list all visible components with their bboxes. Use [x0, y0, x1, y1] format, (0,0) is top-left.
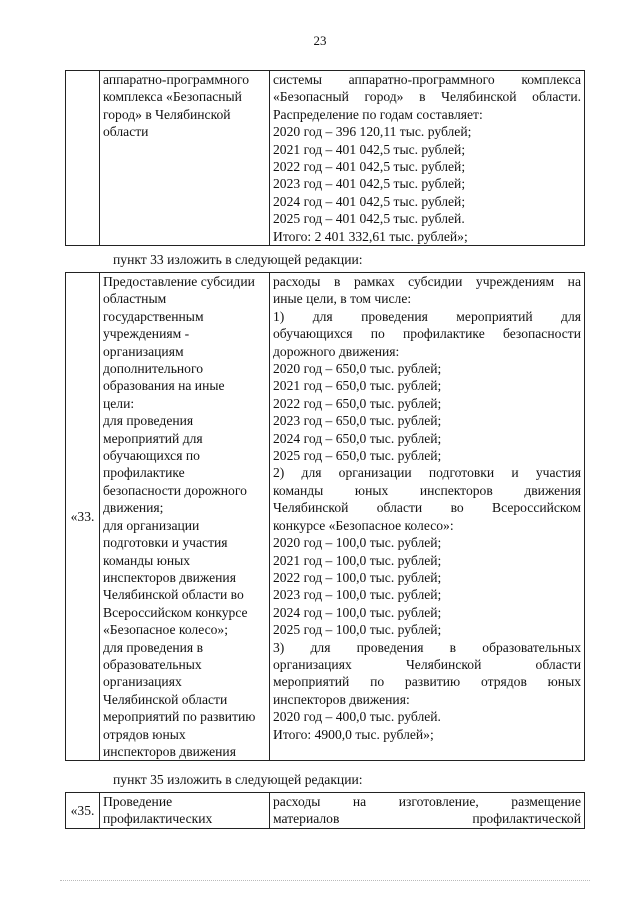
description-line: конкурсе «Безопасное колесо»:	[273, 517, 454, 533]
description-line: 2025 год – 650,0 тыс. рублей;	[273, 448, 442, 464]
description-line: мероприятий по развитию отрядов юных	[273, 674, 581, 690]
description-line: 2022 год – 100,0 тыс. рублей;	[273, 569, 442, 585]
description-line: Распределение по годам составляет:	[273, 106, 483, 122]
event-name-line: государственным	[103, 308, 204, 324]
event-name-line: команды юных	[103, 552, 191, 568]
description-line: системы аппаратно-программного комплекса	[273, 72, 581, 87]
event-name-cell	[100, 71, 270, 246]
table-item-35	[65, 792, 585, 829]
event-name-line: профилактических	[103, 811, 213, 827]
description-line: 2024 год – 401 042,5 тыс. рублей;	[273, 193, 466, 209]
description-line: расходы в рамках субсидии учреждениям на	[273, 274, 581, 289]
event-name-line: аппаратно-программного	[103, 72, 250, 87]
event-name-line: мероприятий по развитию	[103, 709, 256, 725]
event-name-line: для организации	[103, 517, 200, 533]
description-line: 2024 год – 100,0 тыс. рублей;	[273, 604, 442, 620]
event-name-line: «Безопасное колесо»;	[103, 622, 228, 638]
row-number-cell	[66, 71, 100, 246]
event-name-cell	[100, 793, 270, 829]
description-line: 2022 год – 650,0 тыс. рублей;	[273, 395, 442, 411]
event-name-line: для проведения	[103, 413, 194, 429]
description-line: Итого: 4900,0 тыс. рублей»;	[273, 726, 434, 742]
event-name-line: город» в Челябинской	[103, 106, 231, 122]
event-name-line: организациям	[103, 343, 184, 359]
description-line: 2023 год – 401 042,5 тыс. рублей;	[273, 176, 466, 192]
description-line: материалов профилактической	[273, 811, 581, 827]
event-name-line: инспекторов движения	[103, 569, 236, 585]
table-row	[66, 273, 585, 761]
description-line: 2021 год – 100,0 тыс. рублей;	[273, 552, 442, 568]
description-line: 3) для проведения в образовательных	[273, 639, 581, 655]
description-line: команды юных инспекторов движения	[273, 482, 581, 498]
table-continuation	[65, 70, 585, 246]
page-number: 23	[313, 33, 327, 48]
event-name-line: комплекса «Безопасный	[103, 89, 242, 105]
event-name-line: цели:	[103, 395, 135, 411]
event-name-line: инспекторов движения	[103, 743, 236, 759]
edit-instruction: пункт 33 изложить в следующей редакции:	[113, 252, 363, 267]
description-line: 2020 год – 650,0 тыс. рублей;	[273, 361, 442, 377]
event-name-line: образовательных	[103, 656, 202, 672]
scan-edge-divider	[60, 880, 590, 881]
description-line: 2023 год – 650,0 тыс. рублей;	[273, 413, 442, 429]
description-line: «Безопасный город» в Челябинской области.	[273, 89, 581, 105]
description-line: 1) для проведения мероприятий для	[273, 308, 581, 324]
description-line: организациях Челябинской области	[273, 656, 581, 672]
event-name-line: мероприятий для	[103, 430, 203, 446]
event-name-line: безопасности дорожного	[103, 482, 247, 498]
description-line: иные цели, в том числе:	[273, 291, 412, 307]
description-line: 2021 год – 401 042,5 тыс. рублей;	[273, 141, 466, 157]
event-description-cell	[270, 71, 585, 246]
description-line: 2020 год – 100,0 тыс. рублей;	[273, 535, 442, 551]
description-line: обучающихся по профилактике безопасности	[273, 326, 581, 342]
event-description-cell	[270, 273, 585, 761]
event-name-line: областным	[103, 291, 167, 307]
event-name-line: образования на иные	[103, 378, 225, 394]
event-name-line: учреждениям -	[103, 326, 190, 342]
description-line: 2025 год – 100,0 тыс. рублей;	[273, 622, 442, 638]
event-description-cell	[270, 793, 585, 829]
description-line: 2025 год – 401 042,5 тыс. рублей.	[273, 211, 465, 227]
event-name-line: для проведения в	[103, 639, 203, 655]
event-name-line: организациях	[103, 674, 182, 690]
event-name-line: Челябинской области во	[103, 587, 244, 603]
description-line: 2021 год – 650,0 тыс. рублей;	[273, 378, 442, 394]
description-line: 2020 год – 396 120,11 тыс. рублей;	[273, 124, 472, 140]
description-line: 2022 год – 401 042,5 тыс. рублей;	[273, 159, 466, 175]
table-item-33	[65, 272, 585, 761]
event-name-line: подготовки и участия	[103, 535, 228, 551]
row-number-cell: «35.	[66, 793, 100, 829]
row-number-cell: «33.	[66, 273, 100, 761]
description-line: 2024 год – 650,0 тыс. рублей;	[273, 430, 442, 446]
event-name-line: области	[103, 124, 149, 140]
description-line: дорожного движения:	[273, 343, 400, 359]
description-line: инспекторов движения:	[273, 691, 410, 707]
description-line: расходы на изготовление, размещение	[273, 794, 581, 809]
table-row	[66, 793, 585, 829]
event-name-line: Челябинской области	[103, 691, 228, 707]
description-line: 2020 год – 400,0 тыс. рублей.	[273, 709, 441, 725]
description-line: Челябинской области во Всероссийском	[273, 500, 581, 516]
event-name-line: обучающихся по	[103, 448, 200, 464]
event-name-line: Проведение	[103, 794, 173, 809]
event-name-line: Всероссийском конкурсе	[103, 604, 248, 620]
event-name-line: движения;	[103, 500, 164, 516]
event-name-line: Предоставление субсидии	[103, 274, 255, 289]
event-name-line: отрядов юных	[103, 726, 186, 742]
event-name-line: профилактике	[103, 465, 185, 481]
description-line: 2023 год – 100,0 тыс. рублей;	[273, 587, 442, 603]
edit-instruction: пункт 35 изложить в следующей редакции:	[113, 772, 363, 787]
event-name-line: дополнительного	[103, 361, 204, 377]
event-name-cell	[100, 273, 270, 761]
description-line: 2) для организации подготовки и участия	[273, 465, 581, 481]
table-row	[66, 71, 585, 246]
description-line: Итого: 2 401 332,61 тыс. рублей»;	[273, 228, 468, 244]
